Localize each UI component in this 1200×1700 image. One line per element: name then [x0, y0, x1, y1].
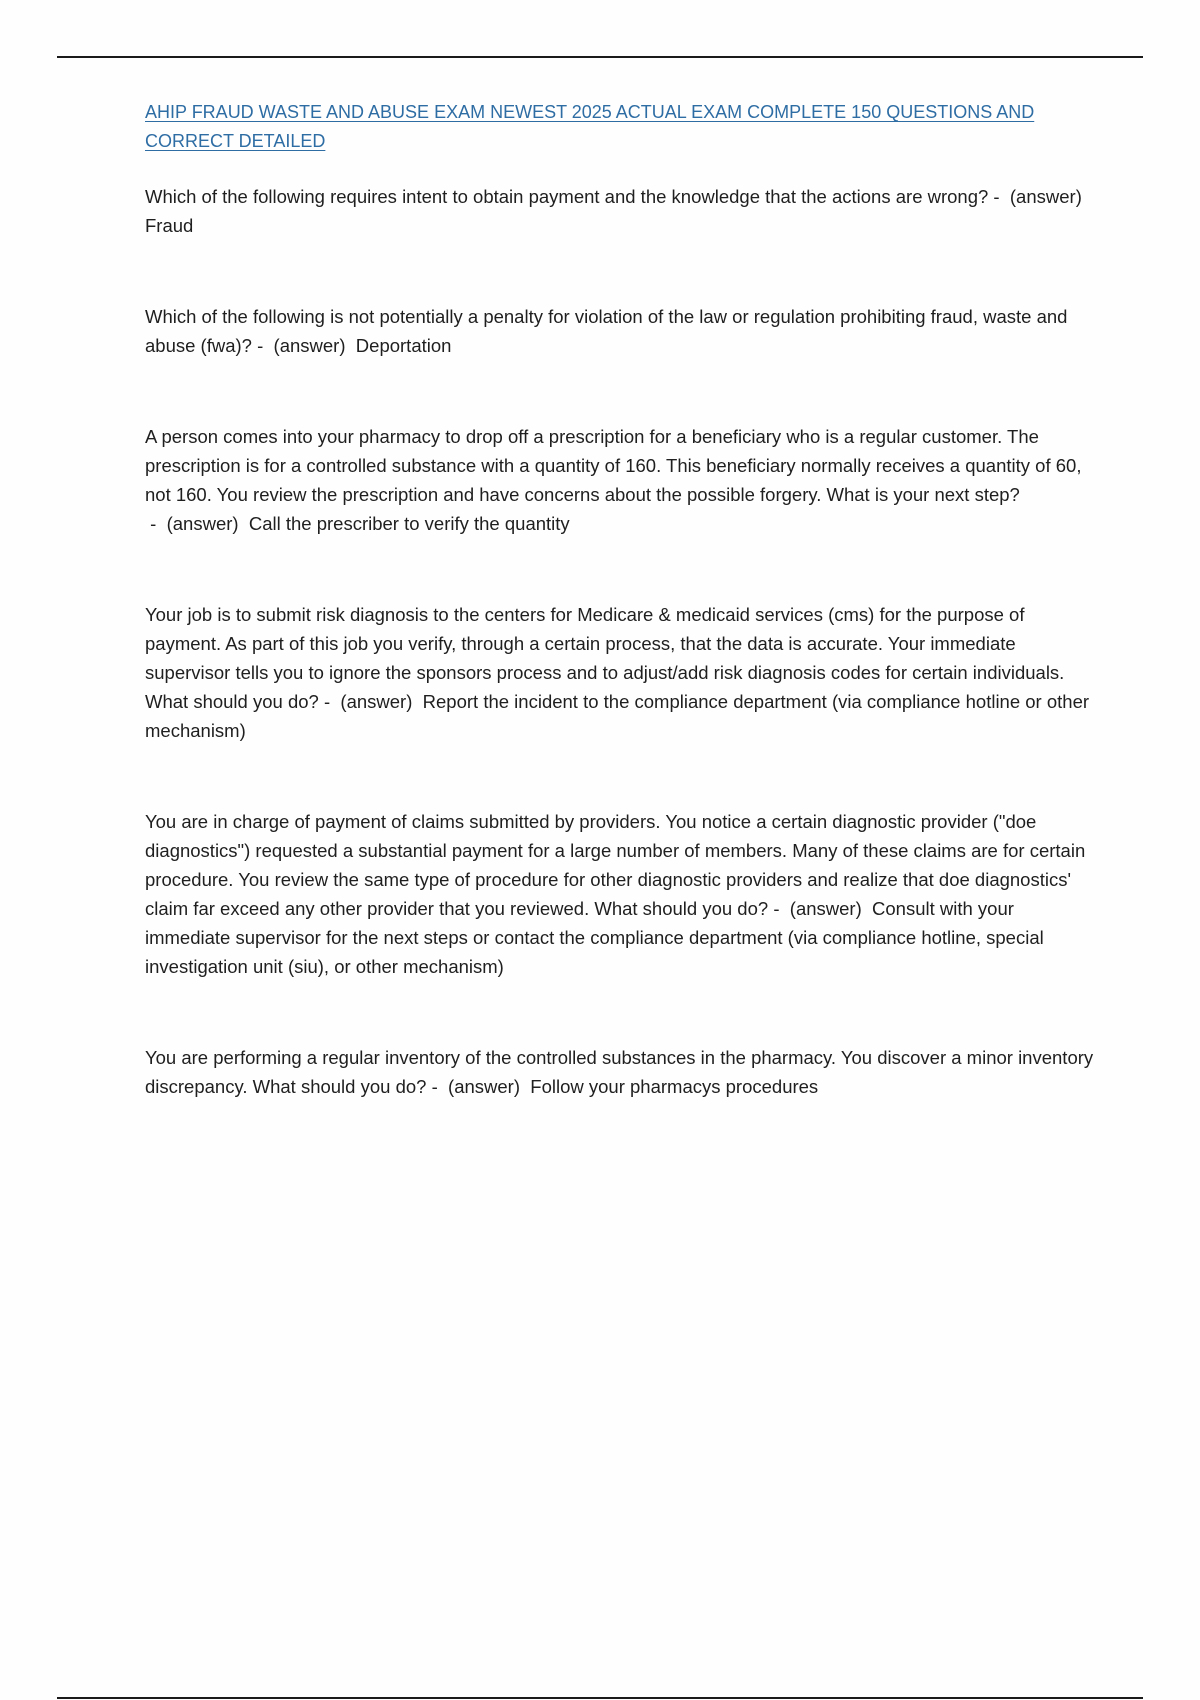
- separator: -: [426, 1076, 449, 1097]
- question-text: A person comes into your pharmacy to drop off a prescription for a beneficiary who is a regular customer. The prescription is for a controlled substance with a quantity of 160. This beneficiary normally receives a quantity of 60, not 160. You review the prescription and have concerns about the possible forgery. What is your next step?: [145, 426, 1082, 505]
- qa-item: [145, 807, 1095, 981]
- qa-item: [145, 600, 1095, 745]
- question-text: You are performing a regular inventory of the controlled substances in the pharmacy. You discover a minor inventory discrepancy. What should you do?: [145, 1047, 1094, 1097]
- qa-list: [145, 182, 1095, 1101]
- answer-text: Fraud: [145, 215, 194, 236]
- answer-marker: (answer): [166, 513, 239, 534]
- separator: -: [251, 335, 274, 356]
- answer-marker: (answer): [273, 335, 346, 356]
- bottom-rule: [57, 1697, 1143, 1699]
- answer-text: Deportation: [355, 335, 452, 356]
- qa-item: [145, 302, 1095, 360]
- document-body: [145, 98, 1095, 1163]
- qa-item: [145, 182, 1095, 240]
- answer-marker: (answer): [340, 691, 413, 712]
- qa-item: [145, 1043, 1095, 1101]
- separator: -: [988, 186, 1010, 207]
- question-text: You are in charge of payment of claims submitted by providers. You notice a certain diagnostic provider ("doe diagnostics") requested a substantial payment for a large number of members. Many of these claims are for certain procedure. You review the same type of procedure for other diagnostic providers and realize that doe diagnostics' claim far exceed any other provider that you reviewed. What should you do?: [145, 811, 1086, 919]
- answer-text: Consult with your immediate supervisor for the next steps or contact the compliance department (via compliance hotline, special investigation unit (siu), or other mechanism): [145, 898, 1044, 977]
- separator: -: [145, 513, 167, 534]
- qa-item: [145, 422, 1095, 538]
- answer-marker: (answer): [789, 898, 862, 919]
- answer-text: Call the prescriber to verify the quantity: [248, 513, 570, 534]
- separator: -: [318, 691, 341, 712]
- answer-marker: (answer): [448, 1076, 520, 1097]
- separator: -: [768, 898, 790, 919]
- question-text: Which of the following requires intent to obtain payment and the knowledge that the actions are wrong?: [145, 186, 989, 207]
- answer-text: Follow your pharmacys procedures: [530, 1076, 819, 1097]
- question-text: Which of the following is not potentially a penalty for violation of the law or regulation prohibiting fraud, waste and abuse (fwa)?: [145, 306, 1068, 356]
- document-title-link[interactable]: AHIP FRAUD WASTE AND ABUSE EXAM NEWEST 2025 ACTUAL EXAM COMPLETE 150 QUESTIONS AND CORRECT DETAILED: [145, 102, 1035, 151]
- question-text: Your job is to submit risk diagnosis to the centers for Medicare & medicaid services (cms) for the purpose of payment. As part of this job you verify, through a certain process, that the data is accurate. Your immediate supervisor tells you to ignore the sponsors process and to adjust/add risk diagnosis codes for certain individuals. What should you do?: [145, 604, 1065, 712]
- top-rule: [57, 56, 1143, 58]
- answer-text: Report the incident to the compliance department (via compliance hotline or other mechanism): [145, 691, 1090, 741]
- answer-marker: (answer): [1009, 186, 1082, 207]
